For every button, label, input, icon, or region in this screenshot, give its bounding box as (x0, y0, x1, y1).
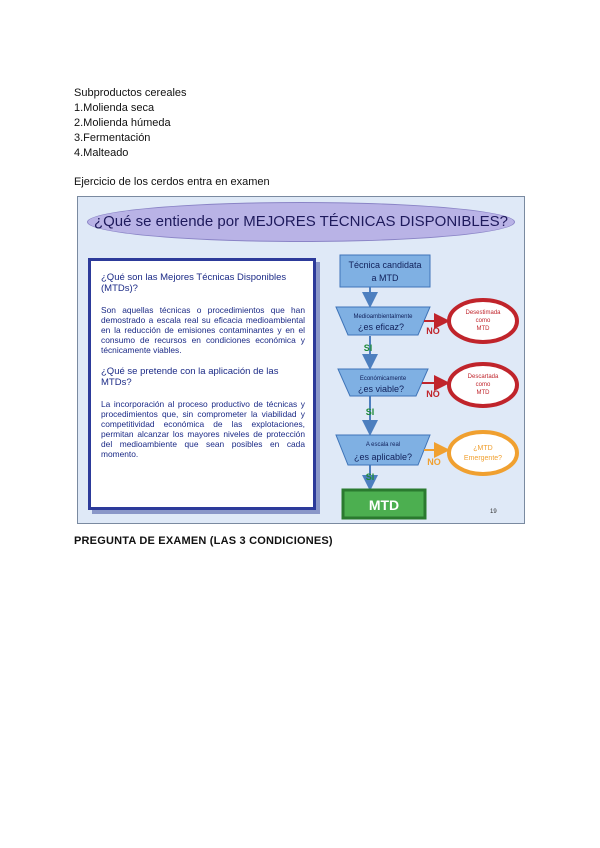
decision-2-question: ¿es viable? (357, 384, 405, 394)
start-line-1: Técnica candidata (348, 260, 422, 270)
result-label: MTD (368, 497, 400, 513)
panel-question-1: ¿Qué son las Mejores Técnicas Disponibles (MTDs)? (101, 272, 287, 294)
slide-page-number: 19 (490, 509, 497, 515)
decision-1-small: Medioambientalmente (353, 314, 413, 320)
start-line-2: a MTD (371, 273, 399, 283)
panel-question-2: ¿Qué se pretende con la aplicación de las MTDs? (101, 366, 279, 388)
notes-list (74, 86, 187, 161)
no-label: NO (427, 457, 441, 467)
notes-item: 1.Molienda seca (74, 102, 155, 114)
panel-paragraph-2: La incorporación al proceso productivo de técnicas y procedimientos que, sin comprometer la viabilidad y competitividad económica de las explotaciones, permitan alcanzar los mayores niveles de protección del medioambiente que sean posibles en cada momento. (101, 399, 305, 459)
no-label: NO (426, 326, 440, 336)
rejected-1-line-3: MTD (476, 326, 490, 332)
emerging-ellipse (449, 432, 517, 474)
si-label: SI (365, 407, 375, 417)
rejected-1-line-1: Desestimada (465, 310, 501, 316)
rejected-2-line-2: como (475, 382, 491, 388)
rejected-2-line-1: Descartada (467, 374, 499, 380)
notes-item: 2.Molienda húmeda (74, 117, 171, 129)
rejected-1-line-2: como (475, 318, 491, 324)
decision-flowchart (78, 197, 525, 524)
rejected-2-line-3: MTD (476, 390, 490, 396)
notes-title: Subproductos cereales (74, 87, 187, 99)
si-label: SI (363, 343, 373, 353)
emerging-line-1: ¿MTD (473, 445, 493, 452)
emerging-line-2: Emergente? (463, 455, 503, 462)
panel-paragraph-1: Son aquellas técnicas o procedimientos que han demostrado a escala real su eficacia medioambiental en la reducción de emisiones contaminantes y en el consumo de recursos en condiciones económica y técnicamente viables. (101, 305, 305, 355)
decision-3-small: A escala real (365, 442, 401, 448)
si-label: SI (365, 472, 375, 482)
slide-title: ¿Qué se entiende por MEJORES TÉCNICAS DISPONIBLES? (93, 213, 509, 230)
notes-item: 3.Fermentación (74, 132, 151, 144)
decision-2-small: Económicamente (359, 376, 407, 382)
no-label: NO (426, 389, 440, 399)
exercise-note: Ejercicio de los cerdos entra en examen (74, 176, 270, 188)
decision-3-question: ¿es aplicable? (353, 452, 413, 462)
exam-question: PREGUNTA DE EXAMEN (LAS 3 CONDICIONES) (74, 535, 333, 547)
notes-item: 4.Malteado (74, 147, 129, 159)
decision-1-question: ¿es eficaz? (357, 322, 405, 332)
slide-image (77, 196, 525, 524)
